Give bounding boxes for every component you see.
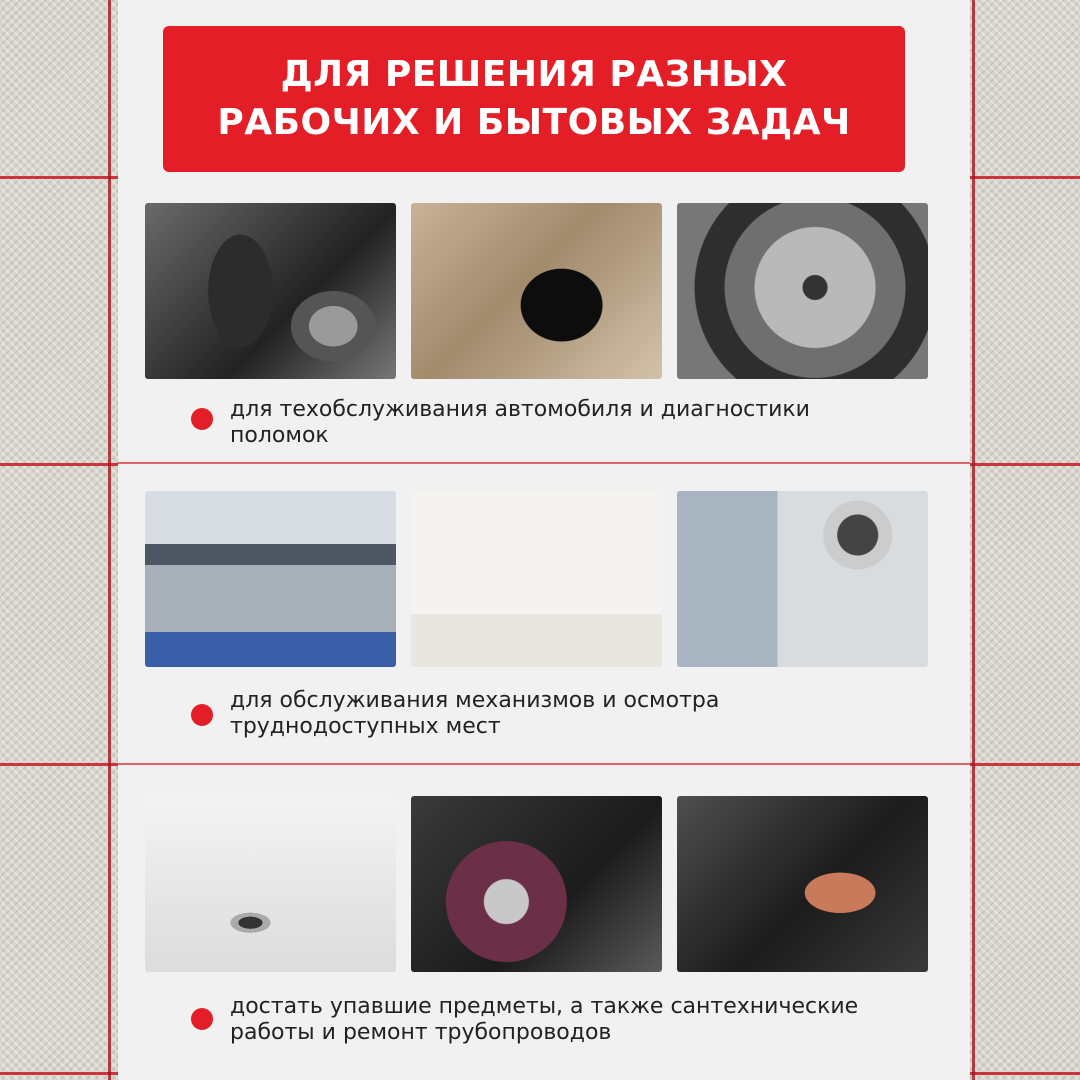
- photo-row: [145, 796, 930, 972]
- section-car-maintenance: [145, 203, 930, 379]
- title-line-2: РАБОЧИХ И БЫТОВЫХ ЗАДАЧ: [217, 102, 851, 143]
- caption-line-1: для техобслуживания автомобиля и диагностики: [230, 397, 810, 422]
- caption-line-2: поломок: [230, 423, 329, 448]
- photo-vent-inspection: [411, 491, 662, 667]
- bullet-dot: [191, 704, 213, 726]
- photo-engine-bay-inspection: [677, 796, 928, 972]
- section-mechanisms: [145, 491, 930, 667]
- fabric-thread: [972, 0, 975, 1080]
- title-line-1: ДЛЯ РЕШЕНИЯ РАЗНЫХ: [280, 54, 788, 95]
- section-divider: [118, 763, 970, 765]
- fabric-thread: [108, 0, 111, 1080]
- section-divider: [118, 462, 970, 464]
- photo-floor-grate-inspection: [411, 203, 662, 379]
- section-plumbing: [145, 796, 930, 972]
- photo-magnet-pickup: [411, 796, 662, 972]
- title-banner: [163, 26, 905, 172]
- caption-line-2: труднодоступных мест: [230, 714, 501, 739]
- photo-washer-drum-inspection: [677, 203, 928, 379]
- caption-line-2: работы и ремонт трубопроводов: [230, 1020, 612, 1045]
- photo-ac-unit-inspection: [145, 491, 396, 667]
- caption-plumbing: [230, 994, 930, 1046]
- photo-washing-machine-inspection: [677, 491, 928, 667]
- photo-row: [145, 491, 930, 667]
- caption-mechanisms: [230, 688, 930, 740]
- bullet-dot: [191, 1008, 213, 1030]
- bullet-dot: [191, 408, 213, 430]
- caption-line-1: для обслуживания механизмов и осмотра: [230, 688, 720, 713]
- photo-sink-drain-inspection: [145, 796, 396, 972]
- photo-car-engine-inspection: [145, 203, 396, 379]
- photo-row: [145, 203, 930, 379]
- caption-line-1: достать упавшие предметы, а также сантехнические: [230, 994, 859, 1019]
- caption-car-maintenance: [230, 397, 930, 449]
